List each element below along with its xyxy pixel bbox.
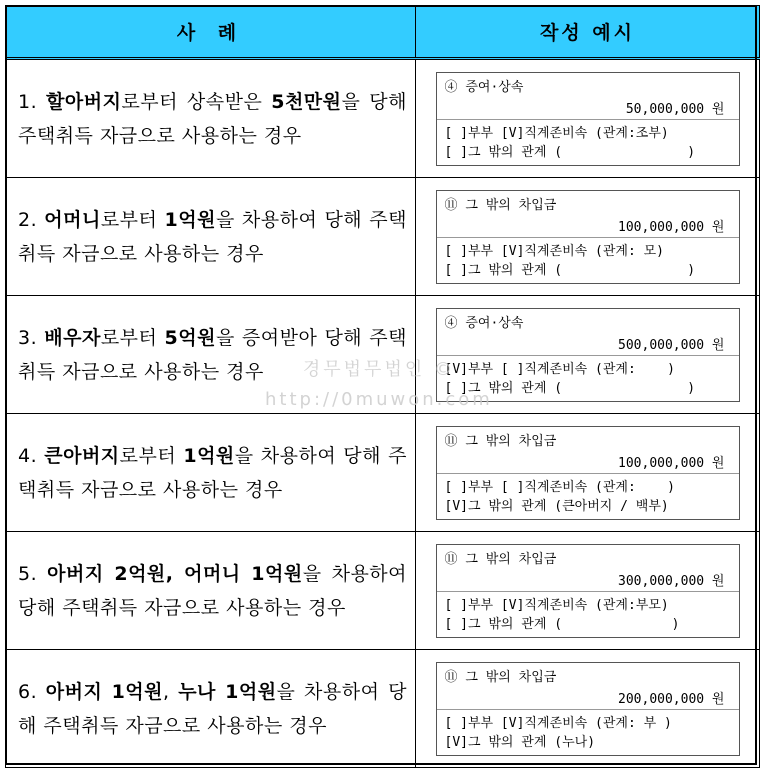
outer-frame — [5, 5, 757, 765]
form-category: ⑪ 그 밖의 차입금 — [444, 669, 557, 685]
case-highlight: 5천만원 — [271, 90, 342, 113]
case-fragment: 5. — [18, 562, 48, 585]
case-fragment: 로부터 — [100, 326, 165, 349]
case-highlight: 어머니 — [44, 208, 101, 231]
form-category: ⑪ 그 밖의 차입금 — [444, 197, 557, 213]
form-relation-line: [ ]부부 [V]직계존비속 (관계:조부) — [444, 125, 669, 141]
case-fragment: 2. — [18, 208, 45, 231]
case-fragment: 을 증여받아 당해 주택취득 자금으로 사용하는 경우 — [18, 326, 407, 383]
case-highlight: 배우자 — [44, 326, 101, 349]
form-relation-line: [ ]부부 [ ]직계존비속 (관계: ) — [444, 479, 675, 495]
form-relation-line: [V]부부 [ ]직계존비속 (관계: ) — [444, 361, 675, 377]
form-relation-line: [ ]그 밖의 관계 ( ) — [444, 616, 680, 632]
form-category: ⑪ 그 밖의 차입금 — [444, 551, 557, 567]
form-relation-line: [V]그 밖의 관계 (누나) — [444, 734, 596, 750]
case-fragment: 6. — [18, 680, 46, 703]
form-amount: 100,000,000 원 — [618, 455, 725, 471]
case-highlight: 할아버지 — [46, 90, 122, 113]
form-category: ④ 증여·상속 — [444, 315, 524, 331]
watermark-line-2: http://0muwon.com — [265, 389, 493, 410]
case-fragment: 을 차용하여 당해 주택취득 자금으로 사용하는 경우 — [18, 562, 408, 619]
case-highlight: 큰아버지 — [44, 444, 120, 467]
case-fragment: , — [163, 680, 179, 703]
form-amount: 100,000,000 원 — [618, 219, 725, 235]
case-fragment: 1. — [18, 90, 47, 113]
form-category: ⑪ 그 밖의 차입금 — [444, 433, 557, 449]
case-highlight: 1억원 — [183, 444, 235, 467]
watermark-line-1: 경무법무법인 © — [302, 359, 455, 380]
form-category: ④ 증여·상속 — [444, 79, 524, 95]
case-fragment: 을 차용하여 당해 주택취득 자금으로 사용하는 경우 — [18, 680, 407, 737]
form-amount: 300,000,000 원 — [618, 573, 725, 589]
case-highlight: 1억원 — [164, 208, 216, 231]
case-highlight: 누나 1억원 — [178, 680, 277, 703]
case-fragment: 로부터 — [119, 444, 184, 467]
case-fragment: 로부터 상속받은 — [121, 90, 272, 113]
form-relation-line: [ ]그 밖의 관계 ( ) — [444, 144, 696, 160]
form-relation-line: [ ]부부 [V]직계존비속 (관계: 부 ) — [444, 715, 672, 731]
case-fragment: 4. — [18, 444, 45, 467]
form-amount: 200,000,000 원 — [618, 691, 725, 707]
case-highlight: 5억원 — [164, 326, 216, 349]
case-fragment: 을 차용하여 당해 주택취득 자금으로 사용하는 경우 — [18, 208, 407, 265]
case-fragment: 을 차용하여 당해 주택취득 자금으로 사용하는 경우 — [18, 444, 407, 501]
form-relation-line: [V]그 밖의 관계 (큰아버지 / 백부) — [444, 498, 669, 514]
form-relation-line: [ ]그 밖의 관계 ( ) — [444, 262, 696, 278]
header-examples: 작성 예시 — [416, 6, 760, 59]
form-relation-line: [ ]부부 [V]직계존비속 (관계:부모) — [444, 597, 669, 613]
form-amount: 500,000,000 원 — [618, 337, 725, 353]
form-relation-line: [ ]그 밖의 관계 ( ) — [444, 380, 696, 396]
form-relation-line: [ ]부부 [V]직계존비속 (관계: 모) — [444, 243, 665, 259]
case-highlight: 아버지 1억원 — [45, 680, 163, 703]
case-highlight: 아버지 2억원, 어머니 1억원 — [47, 562, 303, 585]
case-fragment: 3. — [18, 326, 45, 349]
case-fragment: 을 당해 주택취득 자금으로 사용하는 경우 — [18, 90, 407, 147]
header-cases: 사 례 — [6, 6, 416, 59]
case-fragment: 로부터 — [100, 208, 165, 231]
form-amount: 50,000,000 원 — [625, 101, 725, 117]
